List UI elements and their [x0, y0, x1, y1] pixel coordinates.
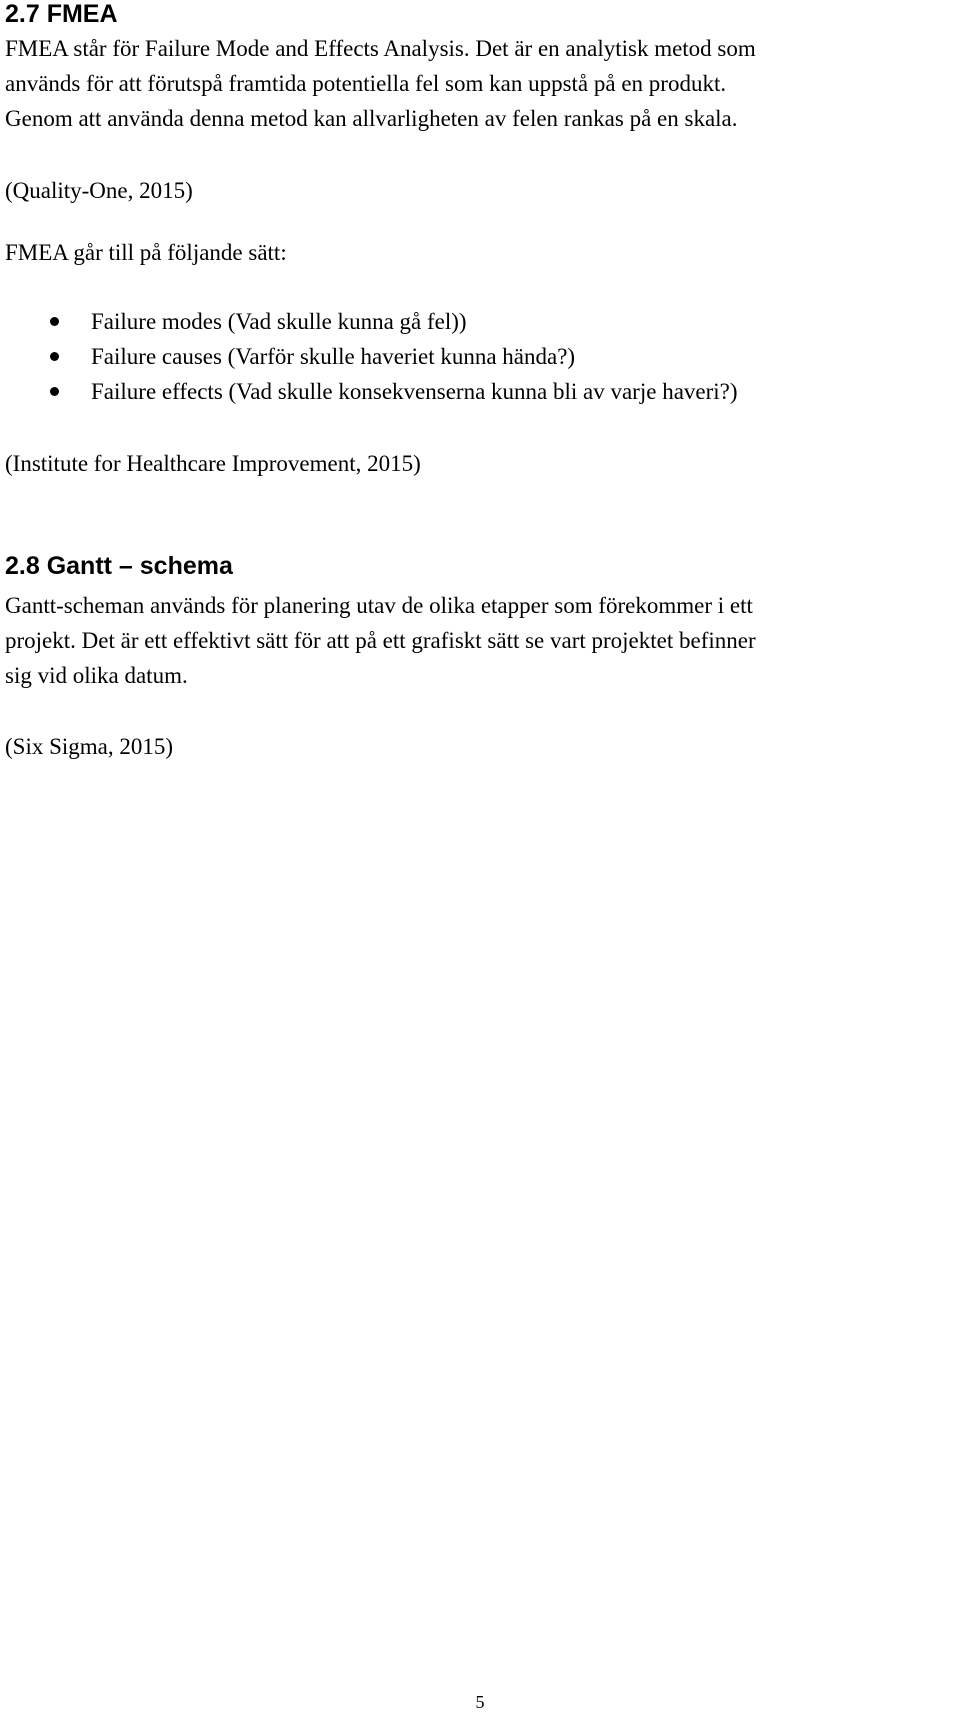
fmea-intro-line-2: används för att förutspå framtida potentiella fel som kan uppstå på en produkt.	[5, 71, 727, 96]
fmea-steps-list	[5, 304, 955, 409]
section-heading-gantt: 2.8 Gantt – schema	[5, 552, 233, 580]
section-heading-fmea: 2.7 FMEA	[5, 0, 118, 28]
fmea-citation-quality-one: (Quality-One, 2015)	[5, 178, 193, 203]
fmea-lead-in: FMEA går till på följande sätt:	[5, 240, 287, 265]
page-number: 5	[475, 1692, 485, 1712]
list-item-text: Failure causes (Varför skulle haveriet kunna hända?)	[91, 344, 576, 369]
gantt-body-line-1: Gantt-scheman används för planering utav de olika etapper som förekommer i ett	[5, 593, 753, 618]
list-item-text: Failure effects (Vad skulle konsekvenserna kunna bli av varje haveri?)	[91, 379, 738, 404]
gantt-body-line-2: projekt. Det är ett effektivt sätt för att på ett grafiskt sätt se vart projektet befinner	[5, 628, 756, 653]
bullet-icon	[50, 387, 59, 396]
bullet-icon	[50, 352, 59, 361]
gantt-body-line-3: sig vid olika datum.	[5, 663, 188, 688]
fmea-intro-line-3: Genom att använda denna metod kan allvarligheten av felen rankas på en skala.	[5, 106, 738, 131]
bullet-icon	[50, 317, 59, 326]
gantt-citation-six-sigma: (Six Sigma, 2015)	[5, 734, 174, 759]
fmea-intro-line-1: FMEA står för Failure Mode and Effects Analysis. Det är en analytisk metod som	[5, 36, 756, 61]
list-item	[5, 374, 955, 409]
list-item	[5, 339, 955, 374]
list-item-text: Failure modes (Vad skulle kunna gå fel))	[91, 309, 467, 334]
gantt-body-paragraph	[5, 588, 756, 693]
fmea-intro-paragraph	[5, 31, 756, 136]
fmea-citation-ihi: (Institute for Healthcare Improvement, 2015)	[5, 451, 421, 476]
list-item	[5, 304, 955, 339]
